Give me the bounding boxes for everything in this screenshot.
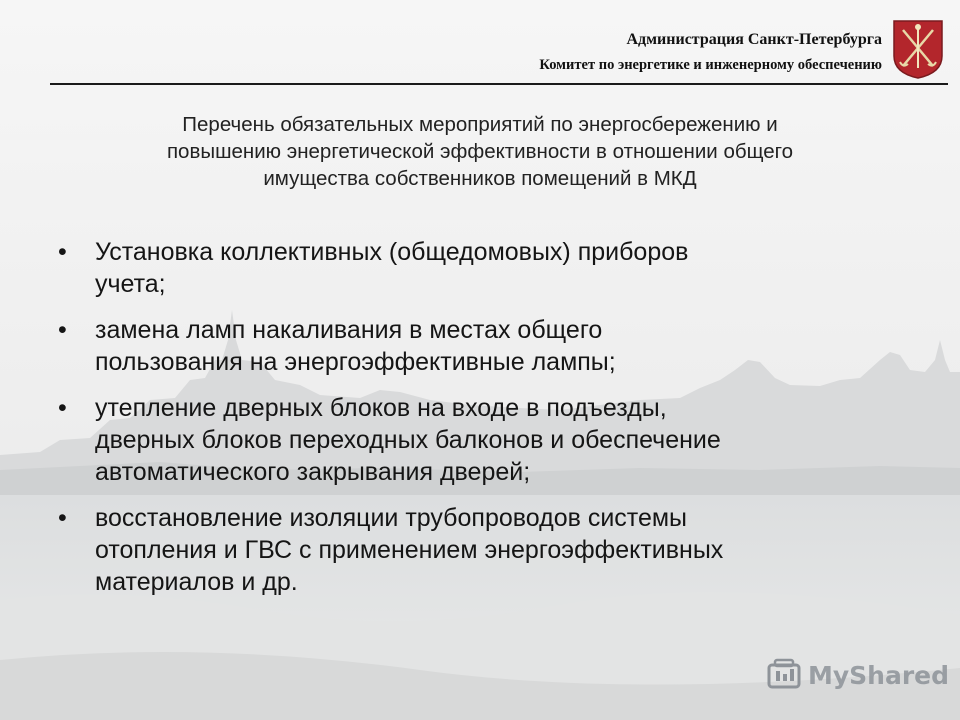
bullet-marker: •: [58, 504, 67, 532]
bullet-marker: •: [58, 394, 67, 422]
list-item-line: утепление дверных блоков на входе в подъезды,: [95, 394, 667, 422]
list-item-line: учета;: [95, 270, 166, 298]
list-item-line: замена ламп накаливания в местах общего: [95, 316, 603, 344]
list-item-line: Установка коллективных (общедомовых) приборов: [95, 238, 689, 266]
org-name-line1: Администрация Санкт-Петербурга: [626, 31, 882, 48]
header-organization: [282, 30, 882, 75]
slide-title: [40, 111, 920, 192]
list-item-line: отопления и ГВС с применением энергоэффективных: [95, 536, 724, 564]
watermark-text: MyShared: [808, 661, 950, 690]
header-divider: [50, 83, 948, 85]
list-item: [58, 314, 898, 378]
slide-title-line2: повышению энергетической эффективности в отношении общего: [166, 140, 794, 163]
list-item: [58, 236, 898, 300]
list-item-line: дверных блоков переходных балконов и обеспечение: [95, 426, 721, 454]
myshared-logo-icon: [766, 657, 804, 695]
bullet-marker: •: [58, 316, 67, 344]
spb-coat-of-arms-icon: [891, 18, 945, 80]
myshared-watermark: [766, 655, 950, 695]
measures-list: [58, 236, 898, 612]
slide-title-line1: Перечень обязательных мероприятий по энергосбережению и: [182, 113, 778, 136]
org-name-line2: Комитет по энергетике и инженерному обеспечению: [539, 57, 882, 73]
bullet-marker: •: [58, 238, 67, 266]
slide-title-line3: имущества собственников помещений в МКД: [263, 167, 697, 190]
list-item-line: материалов и др.: [95, 568, 298, 596]
list-item-line: восстановление изоляции трубопроводов системы: [95, 504, 688, 532]
list-item-line: автоматического закрывания дверей;: [95, 458, 531, 486]
list-item: [58, 392, 898, 488]
list-item-line: пользования на энергоэффективные лампы;: [95, 348, 616, 376]
list-item: [58, 502, 898, 598]
